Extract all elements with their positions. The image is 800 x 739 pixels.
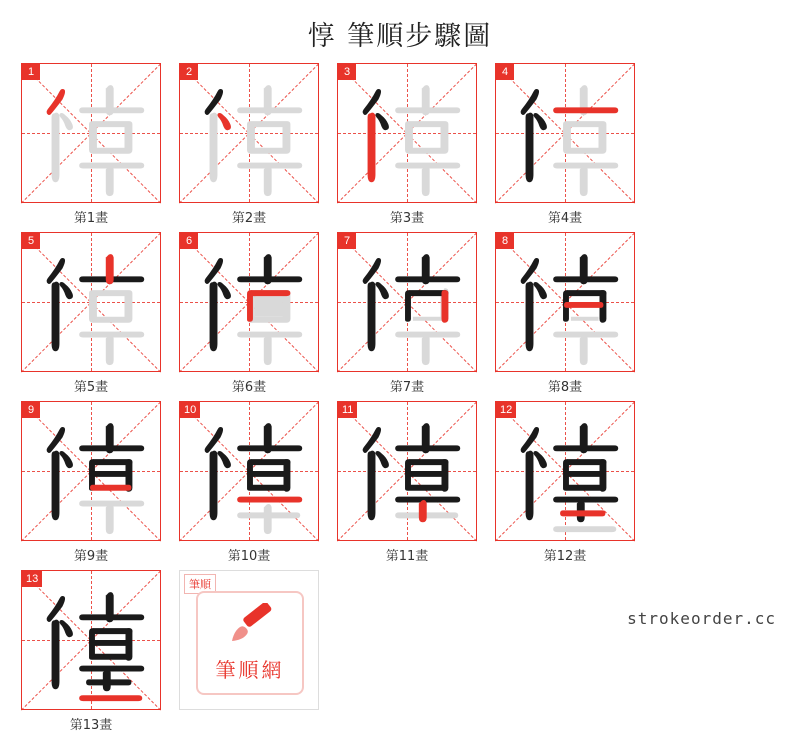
stroke-caption: 第13畫 xyxy=(69,718,113,733)
character-glyph xyxy=(180,402,318,540)
character-glyph xyxy=(338,402,476,540)
character-glyph xyxy=(496,233,634,371)
stroke-number-badge: 6 xyxy=(180,233,198,249)
stroke-caption: 第3畫 xyxy=(389,211,425,226)
stroke-diagram-1 xyxy=(21,63,161,203)
character-glyph xyxy=(22,571,160,709)
stroke-number-badge: 3 xyxy=(338,64,356,80)
stroke-diagram-4 xyxy=(495,63,635,203)
stroke-number-badge: 11 xyxy=(338,402,357,418)
stroke-step xyxy=(489,232,641,395)
character-glyph xyxy=(180,233,318,371)
page-title: 惇 筆順步驟圖 xyxy=(307,21,493,52)
character-glyph xyxy=(22,233,160,371)
stroke-diagram-6 xyxy=(179,232,319,372)
stroke-caption: 第12畫 xyxy=(543,549,587,564)
character-glyph xyxy=(496,402,634,540)
character-glyph xyxy=(22,64,160,202)
stroke-step xyxy=(15,232,167,395)
site-url: strokeorder.cc xyxy=(627,609,776,628)
stroke-number-badge: 4 xyxy=(496,64,514,80)
logo-box xyxy=(179,570,319,710)
stroke-number-badge: 8 xyxy=(496,233,514,249)
character-glyph xyxy=(180,64,318,202)
brush-icon xyxy=(226,603,278,647)
character-glyph xyxy=(22,402,160,540)
stroke-step xyxy=(331,232,483,395)
stroke-caption: 第2畫 xyxy=(231,211,267,226)
stroke-number-badge: 12 xyxy=(496,402,516,418)
stroke-diagram-13 xyxy=(21,570,161,710)
stroke-caption: 第10畫 xyxy=(227,549,271,564)
stroke-caption: 第5畫 xyxy=(73,380,109,395)
stroke-caption: 第8畫 xyxy=(547,380,583,395)
logo-label: 筆順 xyxy=(184,574,216,594)
character-glyph xyxy=(496,64,634,202)
stroke-diagram-8 xyxy=(495,232,635,372)
site-logo-cell xyxy=(173,570,325,733)
logo-inner-frame xyxy=(196,591,304,695)
stroke-step xyxy=(173,401,325,564)
character-glyph xyxy=(338,64,476,202)
stroke-step xyxy=(489,401,641,564)
stroke-number-badge: 1 xyxy=(22,64,40,80)
stroke-step-grid xyxy=(0,63,800,739)
stroke-number-badge: 5 xyxy=(22,233,40,249)
stroke-step xyxy=(15,570,167,733)
stroke-step xyxy=(173,232,325,395)
stroke-diagram-9 xyxy=(21,401,161,541)
stroke-step xyxy=(173,63,325,226)
stroke-caption: 第1畫 xyxy=(73,211,109,226)
stroke-step xyxy=(15,401,167,564)
stroke-caption: 第11畫 xyxy=(385,549,429,564)
stroke-caption: 第7畫 xyxy=(389,380,425,395)
character-glyph xyxy=(338,233,476,371)
stroke-diagram-7 xyxy=(337,232,477,372)
stroke-number-badge: 10 xyxy=(180,402,200,418)
stroke-diagram-3 xyxy=(337,63,477,203)
stroke-number-badge: 2 xyxy=(180,64,198,80)
stroke-step xyxy=(331,63,483,226)
stroke-number-badge: 7 xyxy=(338,233,356,249)
stroke-caption: 第9畫 xyxy=(73,549,109,564)
stroke-diagram-2 xyxy=(179,63,319,203)
stroke-number-badge: 13 xyxy=(22,571,42,587)
stroke-diagram-5 xyxy=(21,232,161,372)
stroke-step xyxy=(15,63,167,226)
stroke-diagram-11 xyxy=(337,401,477,541)
stroke-caption: 第4畫 xyxy=(547,211,583,226)
stroke-number-badge: 9 xyxy=(22,402,40,418)
stroke-step xyxy=(331,401,483,564)
stroke-diagram-12 xyxy=(495,401,635,541)
stroke-caption: 第6畫 xyxy=(231,380,267,395)
stroke-diagram-10 xyxy=(179,401,319,541)
stroke-step xyxy=(489,63,641,226)
logo-text: 筆順網 xyxy=(215,658,285,682)
